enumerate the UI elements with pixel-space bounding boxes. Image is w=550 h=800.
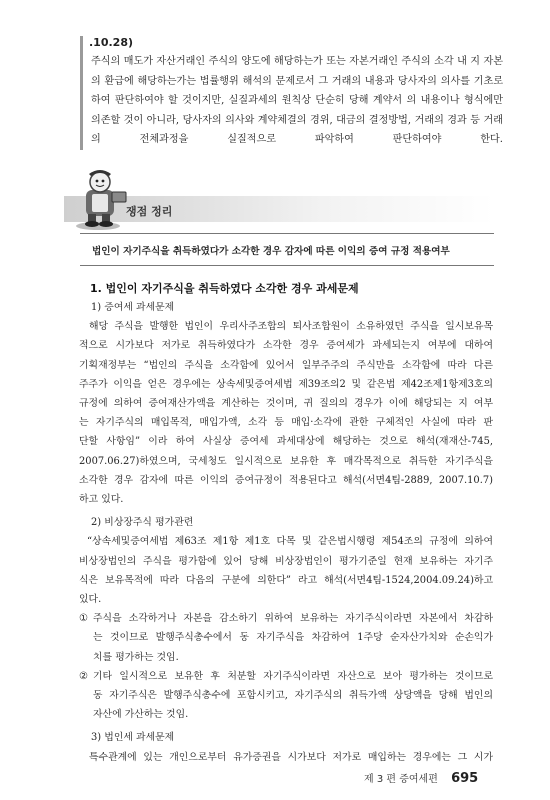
text-line: 식은 보유목적에 따라 다음의 구분에 의한다” 라고 해석(서면4팀-1524,2004.09.24)하고 bbox=[79, 574, 493, 586]
subsection-title: 3) 법인세 과세문제 bbox=[91, 732, 175, 744]
court-ruling-quote bbox=[80, 36, 503, 150]
summary-title: 쟁점 정리 bbox=[126, 205, 173, 218]
paragraph bbox=[79, 317, 493, 509]
quote-line: 지 자본의 환급에 해당하는가는 법률행위 해석의 문제로서 그 거래의 내용과 당사자의 bbox=[91, 56, 504, 87]
text-line: 해당 주식을 발행한 법인이 우리사주조합의 퇴사조합원이 소유하였던 주식을 일시보유목 bbox=[89, 321, 493, 333]
mascot-character-icon bbox=[62, 168, 132, 230]
text-line: “상속세및증여세법 제63조 제1항 제1호 다목 및 같은법시행령 제54조의 규정에 의하여 bbox=[87, 536, 493, 548]
page-number: 695 bbox=[451, 771, 479, 786]
text-line: 특수관계에 있는 개인으로부터 유가증권을 시가보다 저가로 매입하는 경우에는 그 시가 bbox=[89, 751, 493, 763]
page-footer bbox=[364, 770, 478, 786]
topic-statement: 법인이 자기주식을 취득하였다가 소각한 경우 감자에 따른 이익의 증여 규정 적용여부 bbox=[92, 246, 450, 257]
list-item bbox=[79, 667, 493, 725]
list-item bbox=[79, 609, 493, 667]
quote-line: 의사를 기초로 하여 판단하여야 할 것이지만, 실질과세의 원칙상 단순히 당해 계약서 bbox=[91, 75, 503, 107]
text-line: 주식을 소각하거나 자본을 감소하기 위하여 보유하는 자기주식이라면 자본에서 차감하 bbox=[93, 613, 493, 625]
paragraph bbox=[79, 748, 493, 767]
text-line: 규정에 의하여 증여재산가액을 계산하는 것이며, 귀 질의의 경우가 이에 해당되는 지 여부 bbox=[79, 398, 493, 410]
text-line: 소각한 경우 감자에 따른 이익의 증여규정이 적용된다고 해석(서면4팀-2889, 2007.10.7) bbox=[79, 474, 493, 486]
text-line: 기타 일시적으로 보유한 후 처분할 자기주식이라면 자산으로 보아 평가하는 것이므로 bbox=[93, 670, 493, 682]
text-line: 는 것이므로 발행주식총수에서 동 자기주식을 차감하여 1주당 순자산가치와 순손익가 bbox=[93, 632, 493, 644]
text-line: 하고 있다. bbox=[79, 494, 124, 506]
text-line: 2007.06.27)하였으며, 국세청도 일시적으로 보유한 후 매각목적으로 취득한 자기주식을 bbox=[79, 455, 493, 467]
text-line: 는 자기주식의 매입목적, 매입가액, 소각 등 매입·소각에 관한 구체적인 사실에 따라 판 bbox=[79, 417, 493, 429]
section-heading: 1. 법인이 자기주식을 취득하였다 소각한 경우 과세문제 bbox=[90, 282, 359, 295]
topic-top-rule bbox=[80, 233, 494, 234]
text-line: 단할 사항임” 이라 하여 사실상 증여세 과세대상에 해당하는 것으로 해석(재재산-745, bbox=[79, 436, 493, 448]
body-text bbox=[79, 298, 493, 767]
quote-line: 의 내용이나 형식에만 의존할 것이 아니라, 당사자의 의사와 계약체결의 경위, 대금의 bbox=[91, 95, 503, 126]
text-line: 비상장법인의 주식을 평가함에 있어 당해 비상장법인이 평가기준일 현재 보유하는 자기주 bbox=[79, 555, 493, 567]
text-line: 자산에 가산하는 것임. bbox=[93, 709, 189, 721]
text-line: 기획재정부는 “법인의 주식을 소각함에 있어서 일부주주의 주식만을 소각함에 따라 다른 bbox=[79, 359, 493, 371]
topic-bottom-rule bbox=[80, 265, 494, 266]
list-marker: ② bbox=[79, 670, 88, 682]
text-line: 치를 평가하는 것임. bbox=[93, 651, 179, 663]
subsection-title: 1) 증여세 과세문제 bbox=[91, 302, 175, 313]
list-marker: ① bbox=[79, 613, 88, 625]
footer-part: 제 3 편 bbox=[364, 774, 397, 785]
quote-line: 결정방법, 거래의 경과 등 거래의 전체과정을 실질적으로 파악하여 판단하여야 한다. bbox=[91, 114, 503, 146]
text-line: 동 자기주식은 발행주식총수에 포함시키고, 자기주식의 취득가액 상당액을 당해 법인의 bbox=[93, 690, 493, 702]
quote-text bbox=[91, 52, 503, 150]
paragraph bbox=[79, 532, 493, 609]
subsection-title: 2) 비상장주식 평가관련 bbox=[91, 517, 194, 529]
quote-line: 주식의 매도가 자산거래인 주식의 양도에 해당하는가 또는 자본거래인 주식의 소각 내 bbox=[91, 56, 467, 67]
text-line: 적으로 시가보다 저가로 취득하였다가 소각한 경우 증여세가 과세되는지 여부에 대하여 bbox=[79, 340, 493, 352]
text-line: 있다. bbox=[79, 594, 102, 606]
text-line: 주주가 이익을 얻은 경우에는 상속세및증여세법 제39조의2 및 같은법 제42조제1항제3호의 bbox=[79, 378, 493, 390]
footer-section: 증여세편 bbox=[399, 774, 438, 785]
quote-date: .10.28) bbox=[89, 36, 133, 49]
